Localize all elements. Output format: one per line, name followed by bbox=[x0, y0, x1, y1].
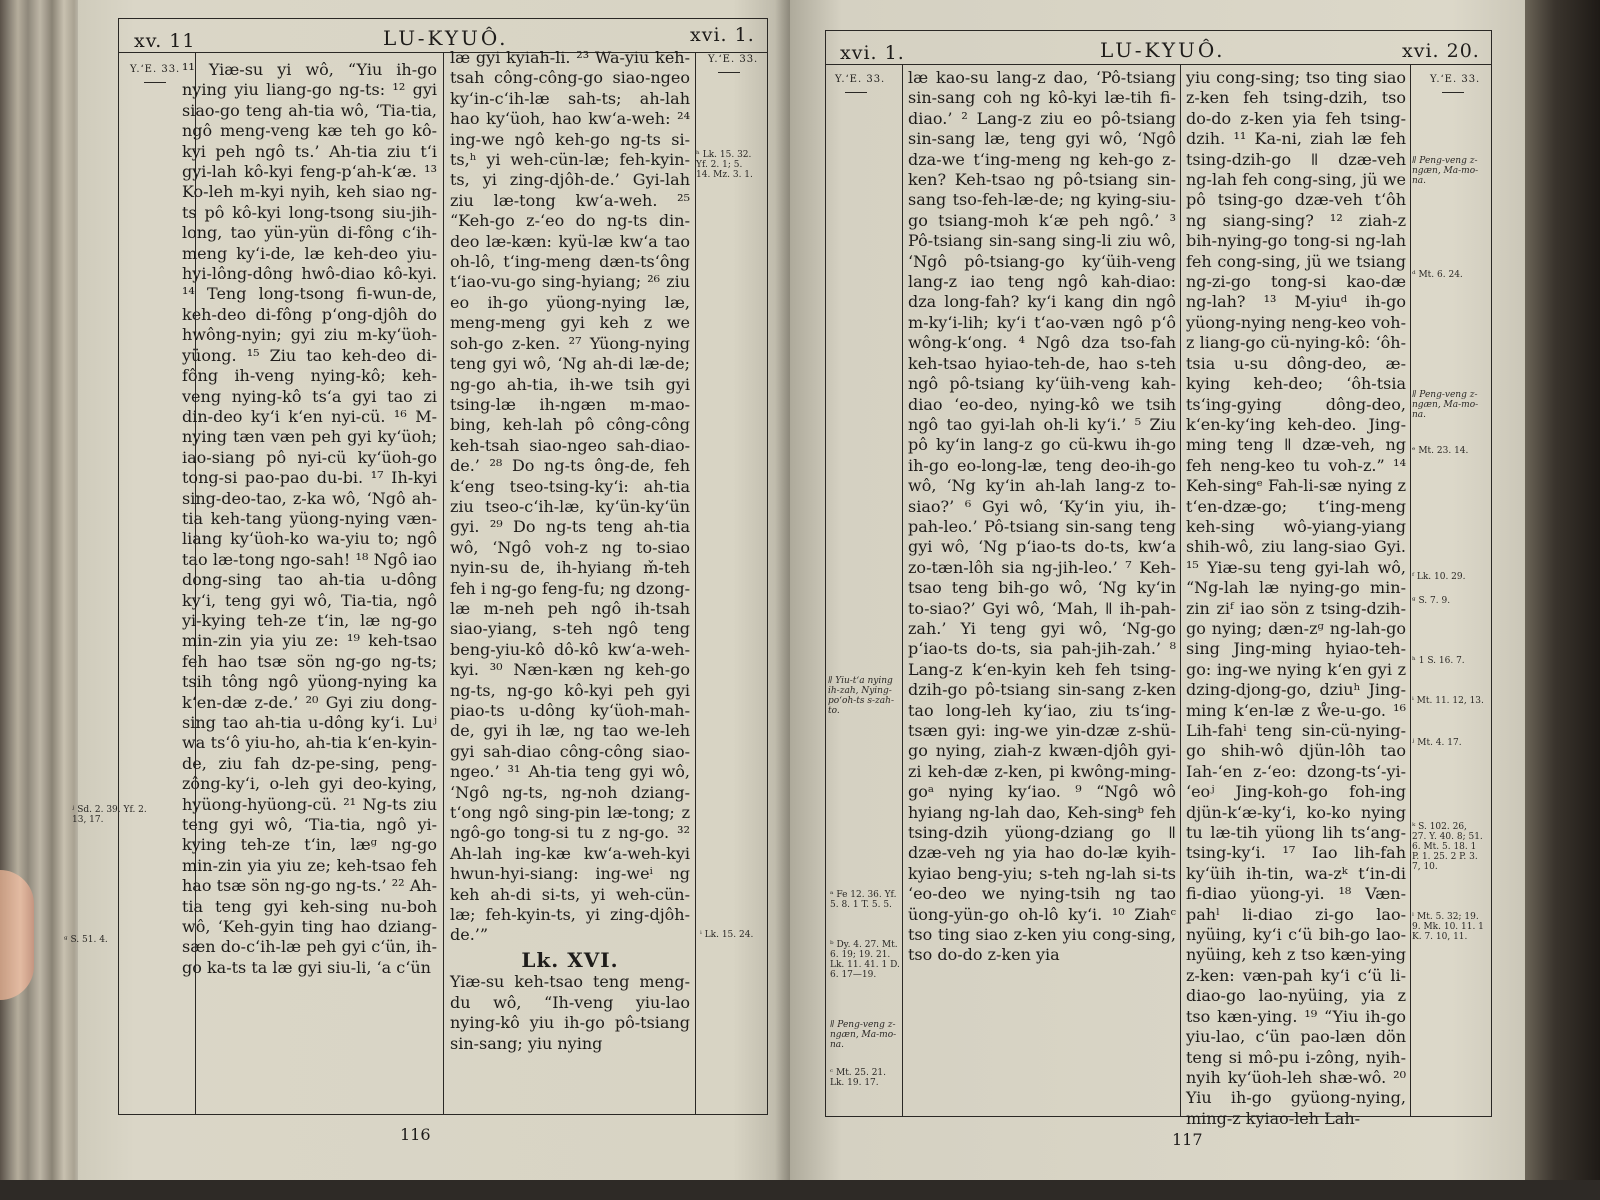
right-header-rule bbox=[825, 64, 1492, 65]
right-header-chapter-end: xvi. 20. bbox=[1402, 40, 1480, 62]
left-column-2-continuation: Yiæ-su keh-tsao teng meng-du wô, “Ih-veng yiu-lao nying-kô yiu ih-go pô-tsiang sin-sang; yiu nying bbox=[450, 972, 690, 1053]
right-margin-note-variant: ǁ Yiu-tʻa nying ih-zah, Nying-poʻoh-ts s-zah-to. bbox=[828, 676, 894, 716]
left-margin-note-j: ʲ Sd. 2. 39. Yf. 2. 13, 17. bbox=[72, 805, 147, 825]
table-surface bbox=[0, 1180, 1600, 1200]
left-margin-title: Y.ʻE. 33. bbox=[130, 64, 181, 75]
right-margin-note-e: ᵉ Mt. 23. 14. bbox=[1412, 446, 1469, 456]
left-margin-dash-right bbox=[718, 72, 740, 73]
thumb-holding-page bbox=[0, 870, 34, 1000]
left-column-1-text: ¹¹ Yiæ-su yi wô, “Yiu ih-go nying yiu liang-go ng-ts: ¹² gyi siao-go teng ah-tia wô, ‘Tia-tia, ngô meng-veng kæ teh go kô-kyi peh ngô ts.’ Ah-tia ziu tʻi gyi-lah kô-kyi feng-pʻah-kʻæ. ¹³ Ko-leh m-kyi nyih, keh siao ng-ts pô kô-kyi long-tsong siu-jih-long, tao yün-yün di-fông cʻih-meng kyʻi-de, læ keh-deo yiu-hyi-lông-dông hwô-diao kô-kyi. ¹⁴ Teng long-tsong fi-wun-de, keh-deo di-fông pʻong-djôh do hwông-nyin; gyi ziu m-kyʻüoh-yüong. ¹⁵ Ziu tao keh-deo di-fông ih-veng nying-kô; keh-veng nying-kô tsʻa gyi tao zi din-deo kyʻi kʻen nyi-cü. ¹⁶ M-nying tæn væn peh gyi kyʻüoh; iao-siang pô nyi-cü kyʻüoh-go tong-si pao-pao du-bi. ¹⁷ Ih-kyi sing-deo-tao, z-ka wô, ‘Ngô ah-tia keh-tang yüong-nying væn-liang kyʻüoh-ko wa-yiu to; ngô tao læ-tong ngo-sah! ¹⁸ Ngô iao dong-sing tao ah-tia u-dông kyʻi, teng gyi wô, Tia-tia, ngô yi-kying teh-ze tʻin, læ ng-go min-zin yia yiu ze: ¹⁹ keh-tsao feh hao tsæ sön ng-go ng-ts; tsih tông ngô yüong-nying ka kʻen-dæ z-de.’ ²⁰ Gyi ziu dong-sing tao ah-tia u-dông kyʻi. Luʲ wa tsʻô yiu-ho, ah-tia kʻen-kyin-de, ziu fah dz-pe-sing, peng-zông-kyʻi, o-leh gyi deo-kying, hyüong-hyüong-cü. ²¹ Ng-ts ziu teng gyi wô, ‘Tia-tia, ngô yi-kying teh-ze tʻin, læᵍ ng-go min-zin yia yiu ze; keh-tsao feh hao tsæ sön ng-go ng-ts.’ ²² Ah-tia teng gyi keh-sing nu-boh wô, ‘Keh-gyin ting hao dziang-sæn do-cʻih-læ peh gyi cʻün, ih-go ka-ts ta læ gyi siu-li, ʻa cʻün bbox=[182, 60, 437, 977]
right-margin-note-mammon-left: ǁ Peng-veng z-ngæn, Ma-mo-na. bbox=[830, 1020, 897, 1050]
right-text-column-2 bbox=[1186, 68, 1406, 1128]
right-margin-title-right: Y.ʻE. 33. bbox=[1430, 74, 1481, 85]
right-column-2-text: yiu cong-sing; tso ting siao z-ken feh tsing-dzih, tso do-do z-ken yia feh tsing-dzih. ¹¹ Ka-ni, ziah læ feh tsing-dzih-go ǁ dzæ-veh ng-lah feh cong-sing, jü we pô tsing-go dzæ-veh tʻôh ng siang-sing? ¹² ziah-z bih-nying-go tong-si ng-lah feh cong-sing, jü we tsiang ng-zi-go tong-si kao-dæ ng-lah? ¹³ M-yiuᵈ ih-go yüong-nying neng-keo voh-z liang-go cü-nying-kô: ʻôh-tsia u-su dông-deo, æ-kying keh-deo; ʻôh-tsia tsʻing-gying dông-deo, kʻen-kyʻing keh-deo. Jing-ming teng ǁ dzæ-veh, ng feh neng-keo tu voh-z.” ¹⁴ Keh-singᵉ Fah-li-sæ nying z tʻen-dzæ-go; tʻing-meng keh-sing wô-yiang-yiang shih-wô, ziu lang-siao Gyi. ¹⁵ Yiæ-su teng gyi-lah wô, “Ng-lah læ nying-go min-zin ziᶠ iao sön z tsing-dzih-go nying; dæn-zᵍ ng-lah-go sing Jing-ming hyiao-teh-go: ing-we nying kʻen gyi z dzing-djong-go, dziuʰ Jing-ming kʻen-læ z ẘe-u-go. ¹⁶ Lih-fahⁱ teng sin-cü-nying-go shih-wô djün-lôh tao Iah-ʻen z-ʻeo: dzong-tsʻ-yi-ʻeoʲ Jing-koh-go foh-ing djün-kʻæ-kyʻi, ko-ko nying tu læ-tih yüong lih tsʻang-tsing-kyʻi. ¹⁷ Iao lih-fah kyʻüih ih-tin, wa-zᵏ tʻin-di fi-diao yüong-yi. ¹⁸ Væn-pahˡ li-diao zi-go lao-nyüing, kyʻi cʻü bih-go lao-nyüing, keh z tso kæn-ying z-ken: væn-pah kyʻi cʻü li-diao-go lao-nyüing, yia z tso kæn-ying. ¹⁹ “Yiu ih-go yiu-lao, cʻün pao-læn dön teng si mô-pu i-zông, nyih-nyih kyʻüoh-leh shæ-wô. ²⁰ Yiu ih-go gyüong-nying, ming-z kyiao-leh Lah- bbox=[1186, 68, 1406, 1128]
left-text-column-1 bbox=[182, 60, 437, 1110]
right-margin-dash-right bbox=[1442, 92, 1464, 93]
book-cover-edge bbox=[1525, 0, 1600, 1200]
left-header-chapter-start: xv. 11 bbox=[134, 30, 196, 52]
left-margin-note-g: ᵍ S. 51. 4. bbox=[64, 935, 108, 945]
right-header-chapter-start: xvi. 1. bbox=[840, 42, 905, 64]
left-text-column-2 bbox=[450, 48, 690, 1108]
right-page-number: 117 bbox=[1172, 1130, 1203, 1149]
right-column-1-text: læ kao-su lang-z dao, ‘Pô-tsiang sin-sang coh ng kô-kyi læ-tih fi-diao.’ ² Lang-z ziu eo pô-tsiang sin-sang læ, teng gyi wô, ‘Ngô dza-we tʻing-meng ng keh-go z-ken? Keh-tsao ng pô-tsiang sin-sang tso-feh-læ-de; ng kying-siu-go tsiang-moh kʻæ peh ngô.’ ³ Pô-tsiang sin-sang sing-li ziu wô, ‘Ngô pô-tsiang-go kyʻüih-veng lang-z iao teng ngô kah-diao: dza long-fah? kyʻi kang din ngô m-kyʻi-lih; kyʻi tʻao-væn ngô pʻô wông-kʻong. ⁴ Ngô dza tso-fah keh-tsao hyiao-teh-de, hao s-teh ngô pô-tsiang kyʻüih-veng kah-diao ʻeo-deo, nying-kô we tsih ngô tao gyi-lah oh-li kyʻi.’ ⁵ Ziu pô kyʻin lang-z go cü-kwu ih-go ih-go eo-long-læ, teng deo-ih-go wô, ‘Ng kyʻin ah-lah lang-z to-siao?’ ⁶ Gyi wô, ‘Kyʻin yiu, ih-pah-leo.’ Pô-tsiang sin-sang teng gyi wô, ‘Ng pʻiao-ts do-ts, kwʻa zo-tæn-lôh sia ng-jih-leo.’ ⁷ Keh-tsao teng bih-go wô, ‘Ng kyʻin to-siao?’ Gyi wô, ‘Mah, ǁ ih-pah-zah.’ Yi teng gyi wô, ‘Ng-go pʻiao-ts do-ts, sia pah-jih-zah.’ ⁸ Lang-z kʻen-kyin keh feh tsing-dzih-go pô-tsiang sin-sang z-ken tao long-leh kyʻiao, ziu tsʻing-tsæn gyi: ing-we yin-dzæ z-shü-go nying, ziah-z kwæn-djôh gyi-zi keh-dæ z-ken, pi kwông-ming-goᵃ nying kyʻiao. ⁹ “Ngô wô hyiang ng-lah dao, Keh-singᵇ feh tsing-dzih yüong-dziang go ǁ dzæ-veh ng yia hao do-læ kyih-kyiao beng-yiu; s-teh ng-lah si-ts ʻeo-deo we nying-tsih ng tao üong-yün-go oh-lô kyʻi. ¹⁰ Ziahᶜ tso ting siao z-ken yiu cong-sing, tso do-do z-ken yia bbox=[908, 68, 1176, 965]
right-header-title: LU-KYUÔ. bbox=[1100, 38, 1226, 62]
right-margin-note-mammon-2: ǁ Peng-veng z-ngæn, Ma-mo-na. bbox=[1412, 390, 1479, 420]
right-margin-dash-left bbox=[845, 92, 867, 93]
right-right-margin-rule bbox=[1410, 64, 1411, 1116]
right-margin-note-l: ˡ Mt. 5. 32; 19. 9. Mk. 10. 11. 1 K. 7. 10, 11. bbox=[1412, 912, 1484, 942]
right-margin-note-b: ᵇ Dy. 4. 27. Mt. 6. 19; 19. 21. Lk. 11. 41. 1 D. 6. 17—19. bbox=[830, 940, 900, 980]
left-page bbox=[64, 0, 790, 1185]
right-margin-rule bbox=[902, 64, 903, 1116]
left-margin-dash bbox=[144, 82, 166, 83]
right-margin-note-a: ᵃ Fe 12. 36. Yf. 5. 8. 1 T. 5. 5. bbox=[830, 890, 897, 910]
left-header-chapter-end: xvi. 1. bbox=[690, 24, 755, 46]
right-margin-note-d: ᵈ Mt. 6. 24. bbox=[1412, 270, 1463, 280]
right-margin-note-f: ᶠ Lk. 10. 29. bbox=[1412, 572, 1466, 582]
right-margin-note-c: ᶜ Mt. 25. 21. Lk. 19. 17. bbox=[830, 1068, 887, 1088]
right-margin-title-left: Y.ʻE. 33. bbox=[835, 74, 886, 85]
left-margin-note-h: ʰ Lk. 15. 32. Yf. 2. 1; 5. 14. Mz. 3. 1. bbox=[696, 150, 753, 180]
right-margin-note-i: ⁱ Mt. 11. 12, 13. bbox=[1412, 696, 1484, 706]
right-text-column-1 bbox=[908, 68, 1176, 1113]
chapter-heading: Lk. XVI. bbox=[521, 947, 619, 972]
right-margin-note-mammon-1: ǁ Peng-veng z-ngæn, Ma-mo-na. bbox=[1412, 156, 1479, 186]
right-margin-note-h: ʰ 1 S. 16. 7. bbox=[1412, 656, 1465, 666]
right-page bbox=[790, 0, 1525, 1185]
right-margin-note-j: ʲ Mt. 4. 17. bbox=[1412, 738, 1462, 748]
left-header-title: LU-KYUÔ. bbox=[383, 26, 509, 50]
left-column-2-text: læ gyi kyiah-li. ²³ Wa-yiu keh-tsah công-công-go siao-ngeo kyʻin-cʻih-læ sah-ts; ah-lah hao kyʻüoh, hao kwʻa-weh: ²⁴ ing-we ngô keh-go ng-ts si-ts,ʰ yi weh-cün-læ; feh-kyin-ts, yi zing-djôh-de.’ Gyi-lah ziu læ-tong kwʻa-weh. ²⁵ “Keh-go z-ʻeo do ng-ts din-deo læ-kæn: kyü-læ kwʻa tao oh-lô, tʻing-meng dæn-tsʻông tʻiao-vu-go sing-hyiang; ²⁶ ziu eo ih-go yüong-nying læ, meng-meng gyi keh z we soh-go z-ken. ²⁷ Yüong-nying teng gyi wô, ‘Ng ah-di læ-de; ng-go ah-tia, ih-we tsih gyi tsing-læ ih-ngæn m-mao-bing, keh-lah pô công-công keh-tsah siao-ngeo sah-diao-de.’ ²⁸ Do ng-ts ông-de, feh kʻeng tseo-tsing-kyʻi: ah-tia ziu tseo-cʻih-læ, kyʻün-kyʻün gyi. ²⁹ Do ng-ts teng ah-tia wô, ‘Ngô voh-z ng to-siao nyin-su de, ih-hyiang m̌-teh feh i ng-go feng-fu; ng dzong-læ m-neh peh ngô ih-tsah siao-yiang, s-teh ngô teng beng-yiu-kô dô-kô kwʻa-weh-kyi. ³⁰ Næn-kæn ng keh-go ng-ts, ng-go kô-kyi peh gyi piao-ts u-dông kyʻüoh-mah-de, gyi ih læ, ng tao we-leh gyi sah-diao công-công siao-ngeo.’ ³¹ Ah-tia teng gyi wô, ‘Ngô ng-ts, ng-noh dziang-tʻong ngô sing-pin læ-tong; z ngô-go tong-si tu z ng-go. ³² Ah-lah ing-kæ kwʻa-weh-kyi hwun-hyi-siang: ing-weⁱ ng keh ah-di si-ts, yi weh-cün-læ; feh-kyin-ts, yi zing-djôh-de.’” bbox=[450, 48, 690, 945]
left-column-rule bbox=[443, 52, 444, 1114]
left-page-number: 116 bbox=[400, 1125, 431, 1144]
left-margin-title-right: Y.ʻE. 33. bbox=[708, 54, 759, 65]
left-margin-note-i: ⁱ Lk. 15. 24. bbox=[700, 930, 754, 940]
left-right-margin-rule bbox=[695, 52, 696, 1114]
right-margin-note-k: ᵏ S. 102. 26, 27. Y. 40. 8; 51. 6. Mt. 5. 18. 1 P. 1. 25. 2 P. 3. 7, 10. bbox=[1412, 822, 1483, 872]
right-margin-note-g: ᵍ S. 7. 9. bbox=[1412, 596, 1451, 606]
right-column-rule bbox=[1180, 64, 1181, 1116]
